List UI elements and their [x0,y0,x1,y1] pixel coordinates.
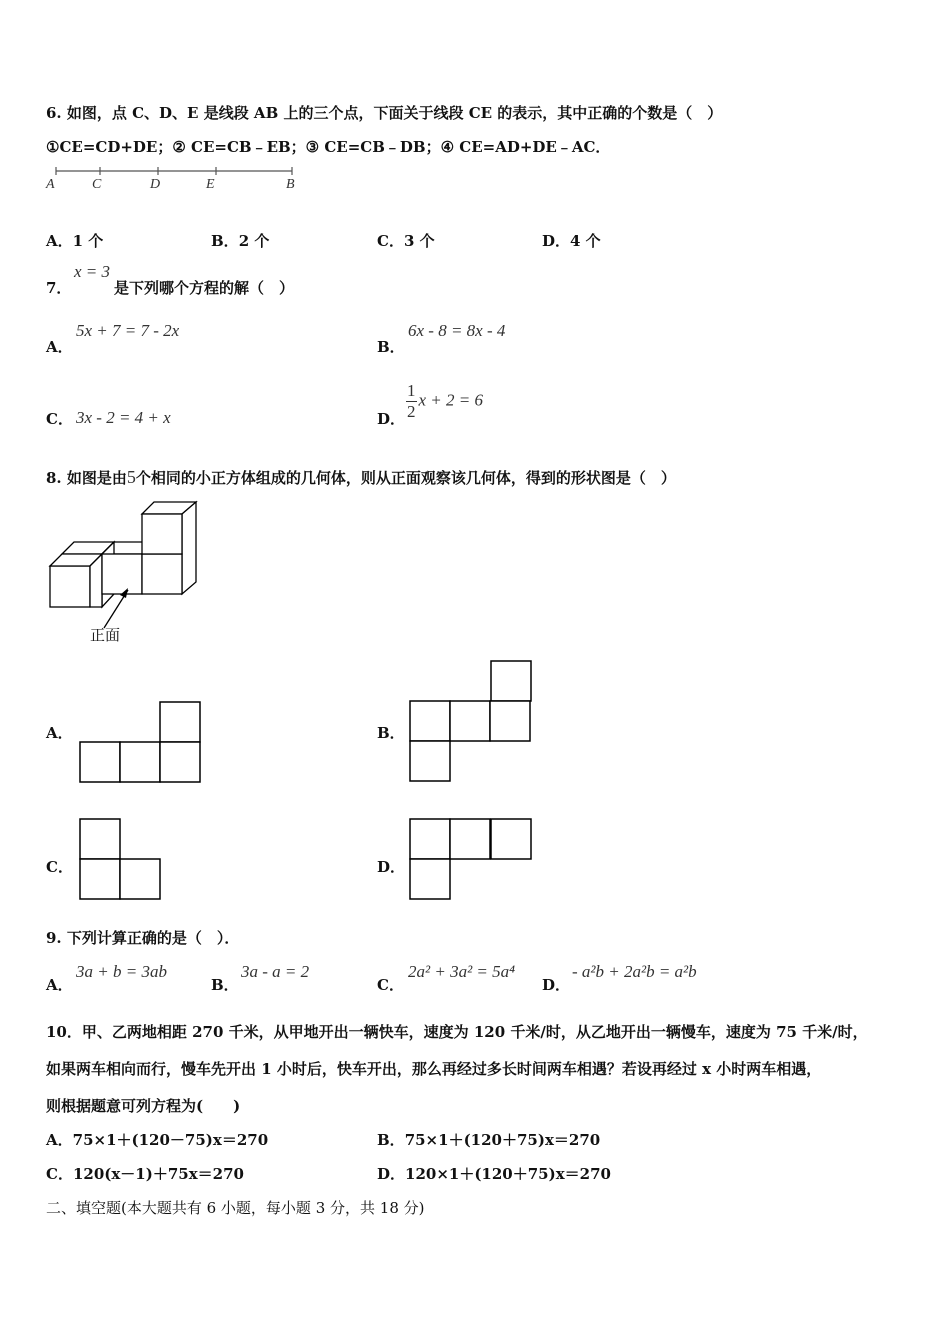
point-e-label: E [206,177,215,192]
fraction-denominator: 2 [407,402,416,421]
q9-option-c-math: 2a² + 3a² = 5a⁴ [408,962,516,981]
q6-statements: ①CE=CD+DE；② CE=CB﹣EB；③ CE=CB﹣DB；④ CE=AD+DE﹣AC． [46,138,611,156]
q8-option-c-label[interactable]: C． [46,858,73,876]
q7-math: x = 3 [74,262,111,281]
q9-option-a-math: 3a + b = 3ab [76,962,167,981]
q7-option-b-label[interactable]: B． [377,338,405,356]
point-b-label: B [286,177,295,192]
q10-stem-line1: 10．甲、乙两地相距 270 千米，从甲地开出一辆快车，速度为 120 千米/时，从乙地开出一辆慢车，速度为 75 千米/时， [46,1023,868,1041]
q8-front-label: 正面 [90,626,121,644]
q7-option-c-label[interactable]: C． [46,410,73,428]
fraction-numerator: 1 [407,381,416,400]
q8-option-a-label[interactable]: A． [46,724,73,742]
q9-option-b-label[interactable]: B． [211,976,239,994]
point-a-label: A [46,177,55,192]
q9-option-a-label[interactable]: A． [46,976,73,994]
q8-option-b-figure[interactable] [409,660,533,784]
point-c-label: C [92,177,102,192]
q7-stem: 是下列哪个方程的解（ ） [114,279,295,297]
q6-stem: 6. 如图，点 C、D、E 是线段 AB 上的三个点，下面关于线段 CE 的表示，其中正确的个数是（ ） [46,104,723,122]
section-heading: 二、填空题(本大题共有 6 小题，每小题 3 分，共 18 分) [46,1199,425,1217]
q8-option-d-figure[interactable] [409,818,535,902]
q7-option-d-math [406,381,483,422]
q7-option-a-math: 5x + 7 = 7 - 2x [76,321,180,340]
q10-stem-line3: 则根据题意可列方程为( ) [46,1097,241,1115]
q6-option-b[interactable]: B．2 个 [211,232,270,250]
q10-option-a[interactable]: A．75×1＋(120－75)x＝270 [46,1131,269,1149]
q8-option-c-figure[interactable] [79,818,163,902]
q7-option-d-expr: x + 2 = 6 [418,390,483,410]
q8-option-d-label[interactable]: D． [377,858,406,876]
q6-option-a[interactable]: A．1 个 [46,232,104,250]
q8-cube-figure [48,500,198,610]
q7-option-b-math: 6x - 8 = 8x - 4 [408,321,506,340]
q10-stem-line2: 如果两车相向而行，慢车先开出 1 小时后，快车开出，那么再经过多长时间两车相遇？若设再经过 x 小时两车相遇， [46,1060,822,1078]
q9-option-d-label[interactable]: D． [542,976,571,994]
q9-option-c-label[interactable]: C． [377,976,404,994]
q7-number: 7． [46,279,72,297]
q9-option-d-math: - a²b + 2a²b = a²b [572,962,697,981]
point-d-label: D [150,177,161,192]
q10-option-c[interactable]: C．120(x－1)＋75x＝270 [46,1165,244,1183]
q9-stem: 9. 下列计算正确的是（ ）． [46,929,240,947]
q7-option-d-label[interactable]: D． [377,410,406,428]
q6-option-c[interactable]: C．3 个 [377,232,435,250]
q10-option-d[interactable]: D．120×1＋(120＋75)x＝270 [377,1165,611,1183]
q8-option-a-figure[interactable] [79,700,203,784]
q8-stem: 8. 如图是由5个相同的小正方体组成的几何体，则从正面观察该几何体，得到的形状图是（ ） [46,467,676,487]
q7-option-a-label[interactable]: A． [46,338,73,356]
q6-option-d[interactable]: D．4 个 [542,232,601,250]
q7-option-c-math: 3x - 2 = 4 + x [76,408,171,427]
q9-option-b-math: 3a - a = 2 [241,962,310,981]
q10-option-b[interactable]: B．75×1＋(120＋75)x＝270 [377,1131,601,1149]
q6-line-segment-figure [44,164,304,194]
q8-option-b-label[interactable]: B． [377,724,405,742]
